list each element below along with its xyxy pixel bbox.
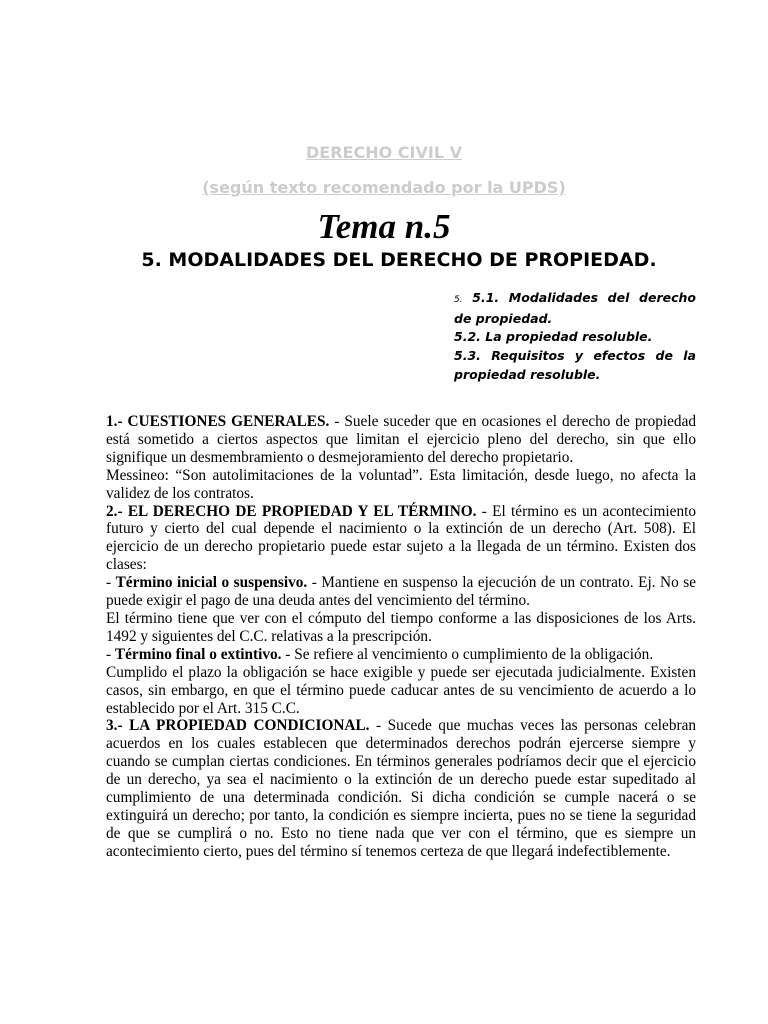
paragraph-text: El término tiene que ver con el cómputo del tiempo conforme a las disposiciones de los Arts. 1492 y siguientes del C.C. relativas a la prescripción. — [106, 609, 696, 645]
topic-item-label: 5.3. Requisitos y efectos de la propiedad resoluble. — [454, 348, 696, 382]
subsection-heading: Término inicial o suspensivo. — [115, 574, 308, 592]
list-dash: - — [106, 574, 116, 592]
topic-item — [454, 328, 696, 347]
course-subject: DERECHO CIVIL V — [306, 143, 462, 162]
paragraph — [106, 467, 696, 503]
paragraph-text: Cumplido el plazo la obligación se hace exigible y puede ser ejecutada judicialmente. Existen casos, sin embargo, en que el término puede caducar antes de su vencimiento de acuerdo a lo establecido por el Art. 315 C.C. — [106, 663, 696, 717]
course-source-note: (según texto recomendado por la UPDS) — [202, 178, 566, 197]
paragraph — [106, 717, 696, 860]
list-dash: - — [106, 645, 115, 663]
paragraph-text: - Sucede que muchas veces las personas celebran acuerdos en los cuales establecen que determinados derechos podrán ejercerse siempre y cuando se cumplan ciertas condiciones. En términos generales podríamos decir que el ejercicio de un derecho, ya sea el nacimiento o la extinción de un derecho puede estar supeditado al cumplimiento de una determinada condición. Si dicha condición se cumple nacerá o se extinguirá un derecho; por tanto, la condición es siempre incierta, pues no se tiene la seguridad de que se cumplirá o no. Esto no tiene nada que ver con el término, que es siempre un acontecimiento cierto, pues del término sí tenemos certeza de que llegará indefectiblemente. — [106, 717, 697, 860]
paragraph — [106, 503, 696, 575]
document-body — [106, 413, 696, 861]
topic-list — [454, 289, 696, 385]
section-heading: 3.- LA PROPIEDAD CONDICIONAL. — [106, 717, 370, 735]
paragraph-text: Messineo: “Son autolimitaciones de la voluntad”. Esta limitación, desde luego, no afecta la validez de los contratos. — [106, 466, 696, 502]
topic-item — [454, 289, 696, 328]
paragraph — [106, 413, 696, 467]
section-heading: 1.- CUESTIONES GENERALES. — [106, 413, 330, 430]
paragraph — [106, 646, 696, 664]
paragraph — [106, 574, 696, 610]
topic-item-label: 5.2. La propiedad resoluble. — [454, 329, 653, 345]
topic-item-label: 5.1. Modalidades del derecho de propiedad. — [454, 290, 696, 326]
paragraph-text: - El término es un acontecimiento futuro y cierto del cual depende el nacimiento o la extinción de un derecho (Art. 508). El ejercicio de un derecho propietario puede estar sujeto a la llegada de un término. Existen dos clases: — [106, 502, 696, 574]
paragraph-text: - Se refiere al vencimiento o cumplimiento de la obligación. — [281, 645, 654, 663]
topic-prefix: 5. — [454, 295, 463, 305]
subsection-heading: Término final o extintivo. — [114, 645, 282, 663]
paragraph — [106, 610, 696, 646]
paragraph — [106, 664, 696, 718]
tema-heading: Tema n.5 — [317, 207, 451, 246]
paragraph-text: - Suele suceder que en ocasiones el derecho de propiedad está sometido a ciertos aspectos que limitan el ejercicio pleno del derecho, sin que ello signifique un desmembramiento o desmejoramiento del derecho propietario. — [106, 413, 697, 466]
page-title: 5. MODALIDADES DEL DERECHO DE PROPIEDAD. — [141, 249, 657, 271]
section-heading: 2.- EL DERECHO DE PROPIEDAD Y EL TÉRMINO. — [106, 502, 477, 520]
topic-item — [454, 347, 696, 384]
paragraph-text: - Mantiene en suspenso la ejecución de un contrato. Ej. No se puede exigir el pago de una deuda antes del vencimiento del término. — [106, 574, 697, 610]
